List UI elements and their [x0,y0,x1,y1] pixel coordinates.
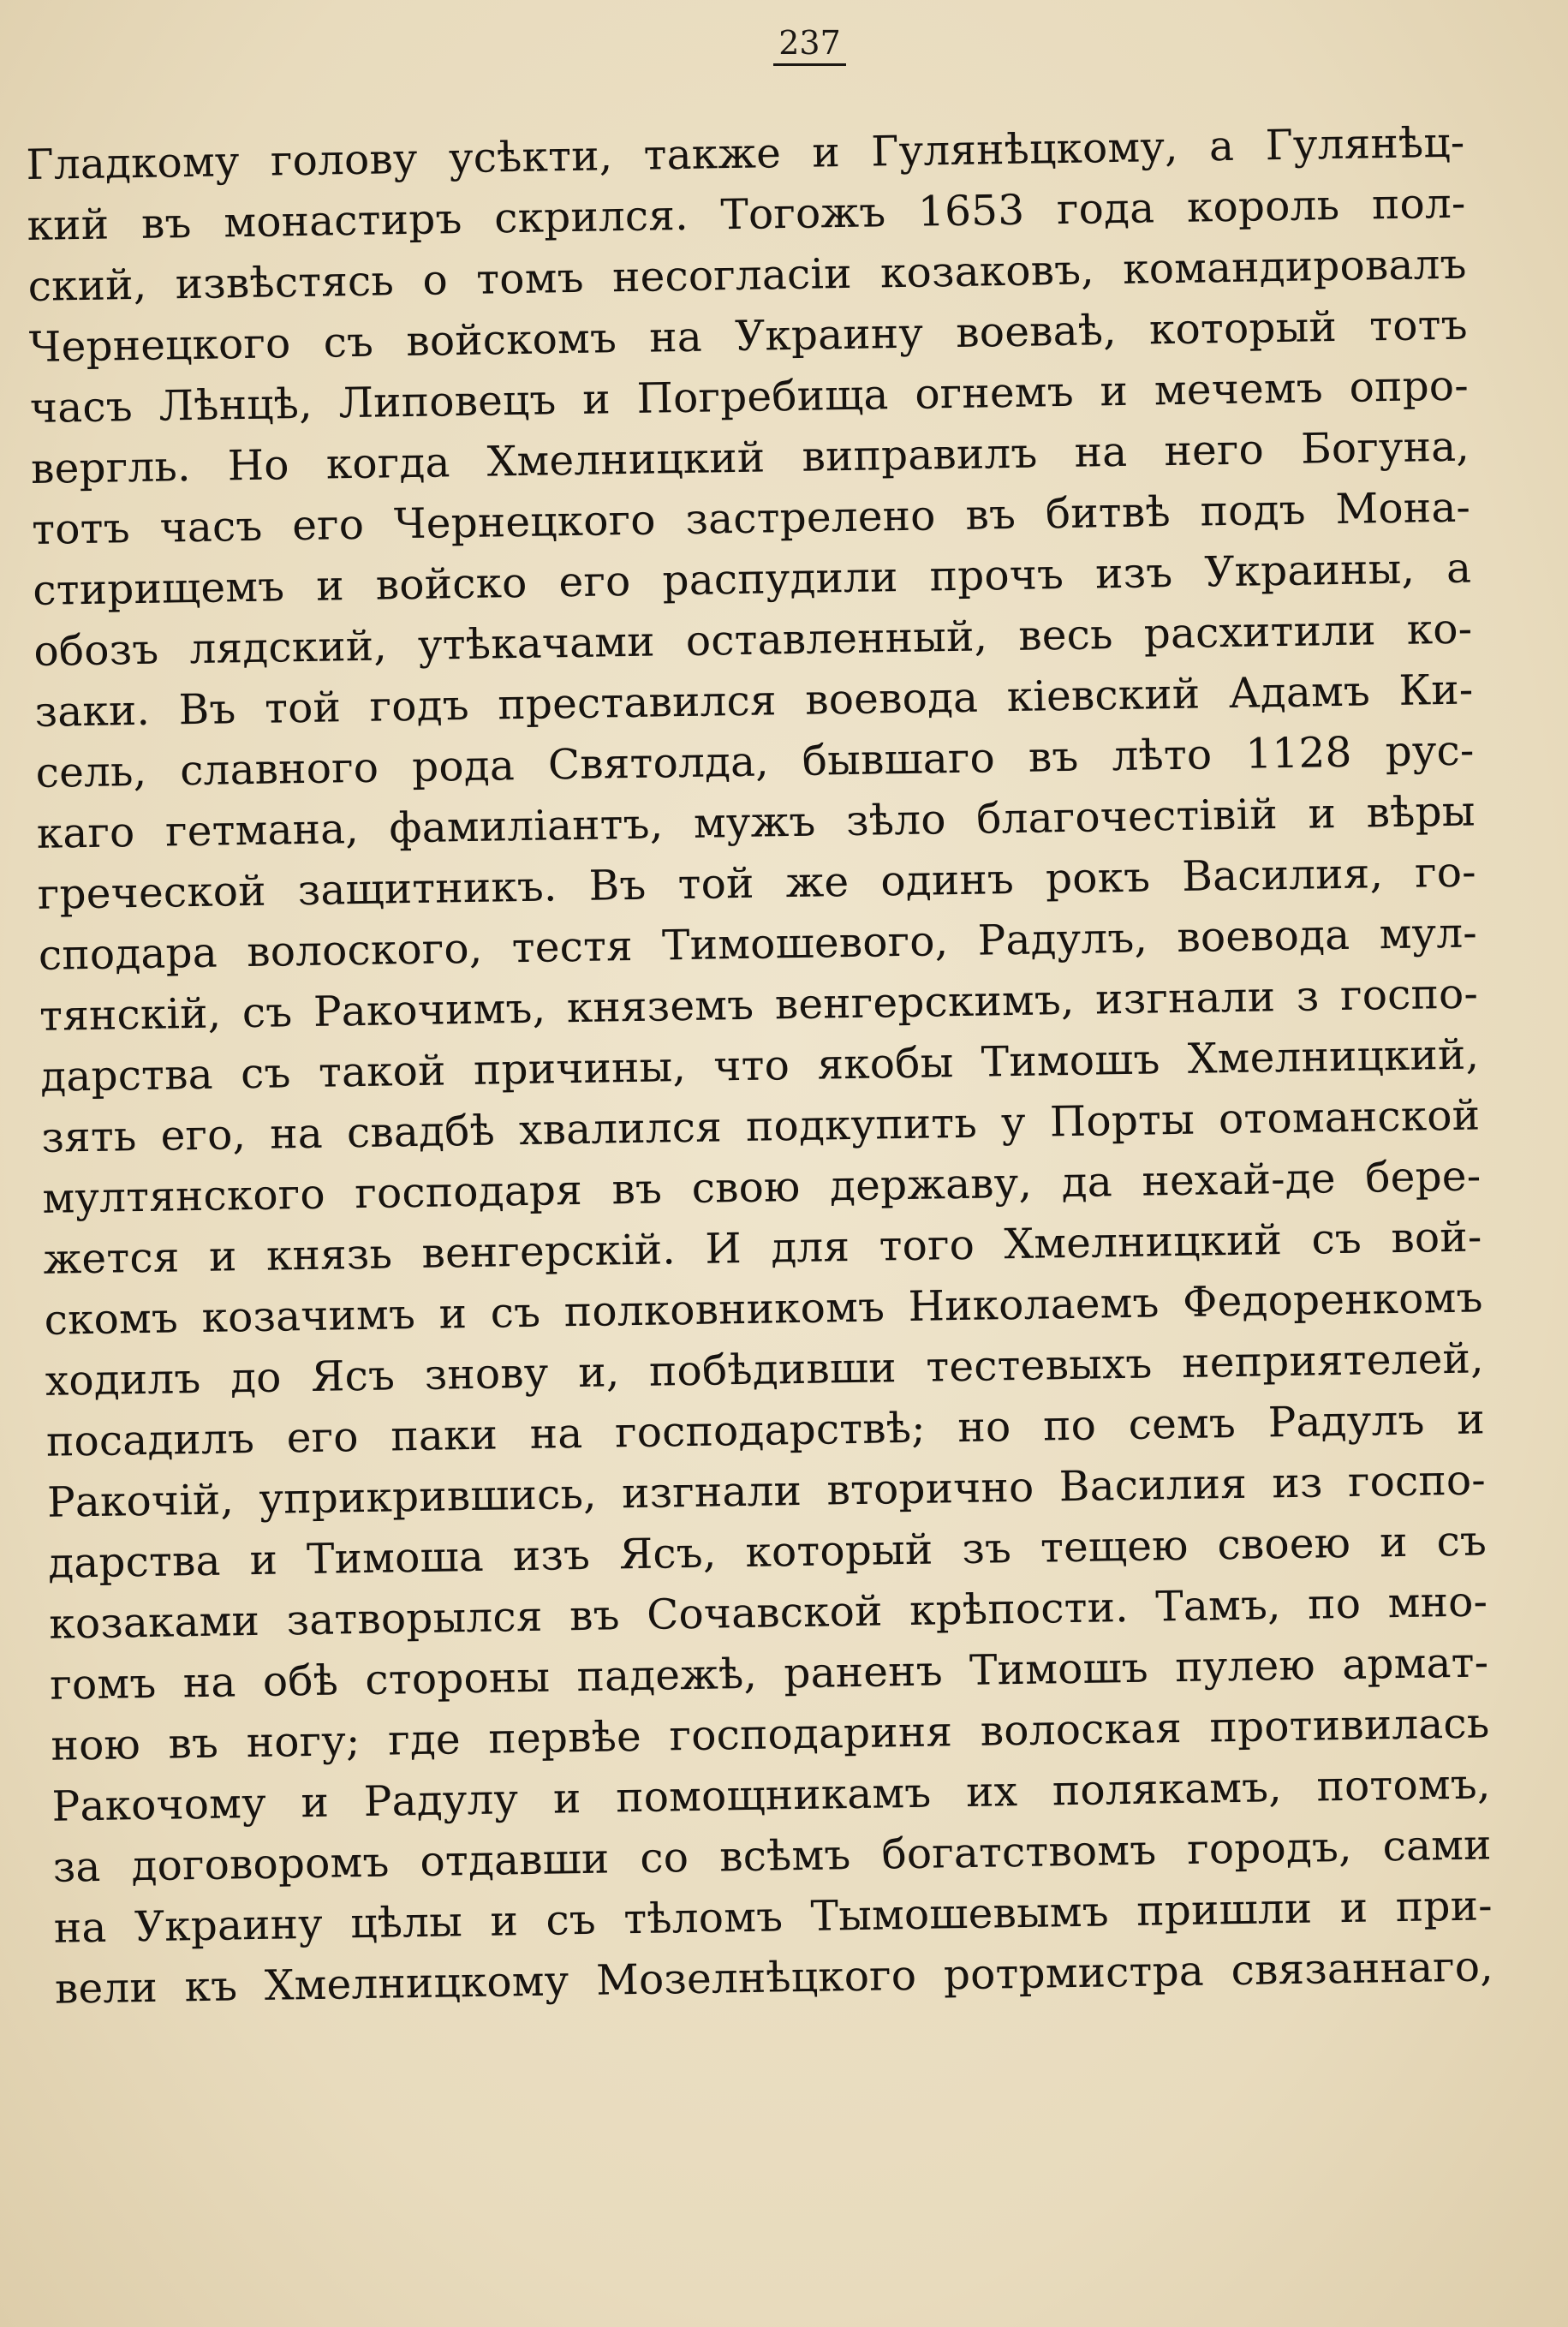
text-line: мултянского господаря въ свою державу, да нехай-де бере- [42,1152,1482,1223]
text-line: сель, славного рода Святолда, бывшаго въ лѣто 1128 рус- [35,726,1475,797]
text-line: жется и князь венгерскій. И для того Хмелницкий съ вой- [43,1213,1482,1284]
text-line: ною въ ногу; где первѣе господариня волоская противилась [51,1699,1490,1770]
text-line: на Украину цѣлы и съ тѣломъ Тымошевымъ пришли и при- [53,1882,1493,1953]
text-line: кий въ монастиръ скрился. Тогожъ 1653 года король пол- [27,179,1466,250]
page-header [0,24,1568,66]
text-line: греческой защитникъ. Въ той же одинъ рокъ Василия, го- [37,848,1477,919]
text-line: гомъ на обѣ стороны падежѣ, раненъ Тимошъ пулею армат- [49,1638,1489,1709]
text-line: тянскій, съ Ракочимъ, княземъ венгерскимъ, изгнали з госпо- [39,970,1479,1041]
text-line: зять его, на свадбѣ хвалился подкупить у Порты отоманской [40,1091,1481,1162]
text-line: дарства съ такой причины, что якобы Тимошъ Хмелницкий, [39,1030,1480,1101]
text-line: сподара волоского, тестя Тимошевого, Радулъ, воевода мул- [38,909,1478,980]
text-line: заки. Въ той годъ преставился воевода кіевский Адамъ Ки- [34,665,1474,737]
text-line: каго гетмана, фамиліантъ, мужъ зѣло благочестівій и вѣры [36,787,1476,858]
text-line: козаками затворылся въ Сочавской крѣпости. Тамъ, по мно- [48,1578,1488,1649]
text-line: посадилъ его паки на господарствѣ; но по семъ Радулъ и [45,1395,1486,1466]
text-line: ский, извѣстясь о томъ несогласіи козаковъ, командировалъ [27,240,1468,311]
text-line: скомъ козачимъ и съ полковникомъ Николаемъ Федоренкомъ [44,1274,1483,1345]
text-line: часъ Лѣнцѣ, Липовецъ и Погребища огнемъ и мечемъ опро- [29,361,1470,433]
text-line: тотъ часъ его Чернецкого застрелено въ битвѣ подъ Мона- [31,483,1471,554]
text-line: Чернецкого съ войскомъ на Украину воеваѣ, который тотъ [28,301,1469,372]
text-line: Ракочому и Радулу и помощникамъ их полякамъ, потомъ, [51,1760,1491,1831]
text-line: за договоромъ отдавши со всѣмъ богатствомъ городъ, сами [52,1821,1493,1892]
text-line: дарства и Тимоша изъ Ясъ, который зъ тещею своею и съ [47,1517,1488,1588]
text-line: стирищемъ и войско его распудили прочъ изъ Украины, а [32,544,1472,615]
text-line: Гладкому голову усѣкти, также и Гулянѣцкому, а Гулянѣц- [26,118,1465,189]
text-line: Ракочій, уприкрившись, изгнали вторично Василия из госпо- [46,1456,1487,1527]
page-number: 237 [773,24,846,66]
text-line: вели къ Хмелницкому Мозелнѣцкого ротрмистра связаннаго, [54,1942,1494,2014]
text-line: обозъ лядский, утѣкачами оставленный, весь расхитили ко- [33,605,1473,676]
text-line: вергль. Но когда Хмелницкий виправилъ на него Богуна, [30,422,1470,493]
body-text [26,113,1493,2020]
text-line: ходилъ до Ясъ знову и, побѣдивши тестевыхъ неприятелей, [45,1334,1485,1405]
